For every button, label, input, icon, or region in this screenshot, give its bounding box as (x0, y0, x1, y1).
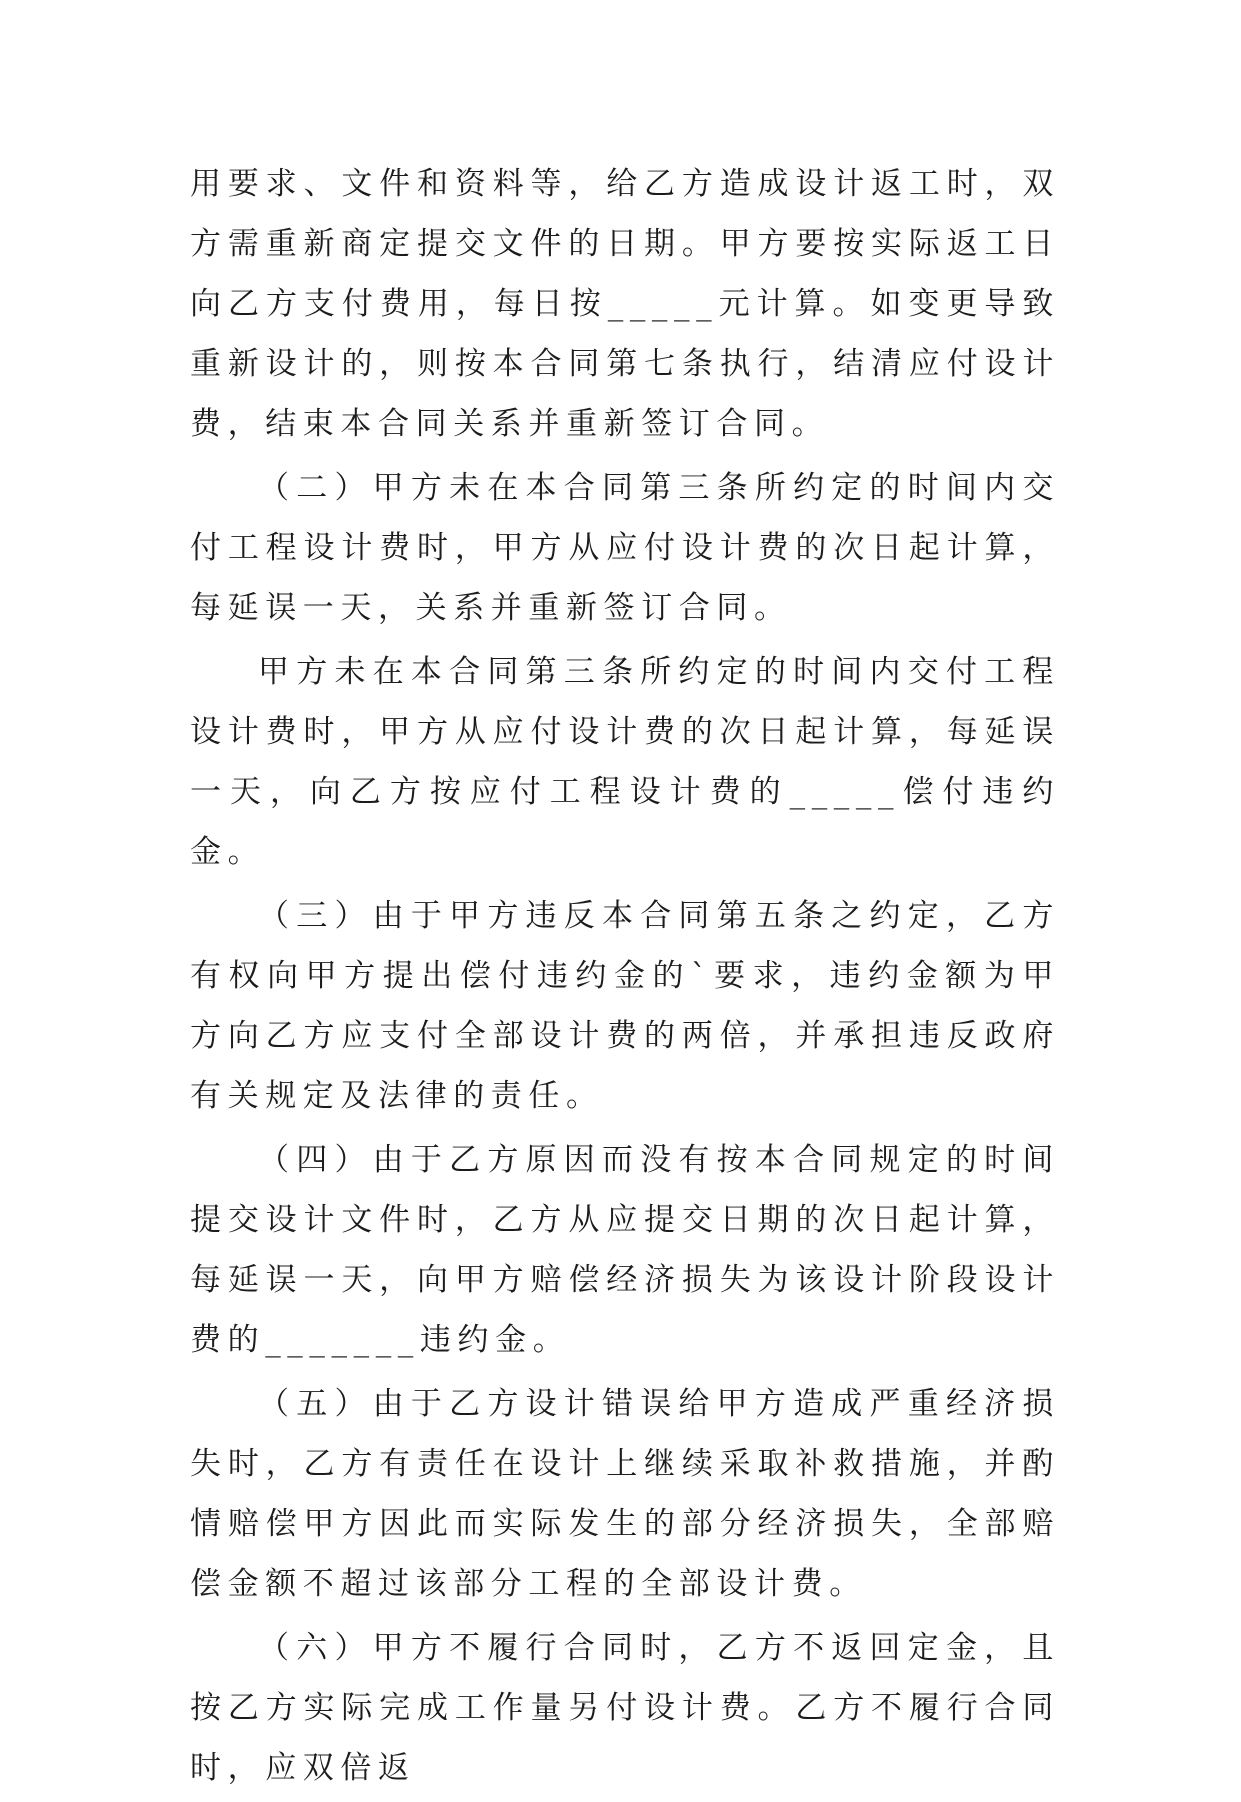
paragraph-2: （二）甲方未在本合同第三条所约定的时间内交付工程设计费时，甲方从应付设计费的次日起计算，每延误一天，关系并重新签订合同。 (190, 470, 1060, 626)
paragraph-4: （三）由于甲方违反本合同第五条之约定，乙方有权向甲方提出偿付违约金的`要求，违约金额为甲方向乙方应支付全部设计费的两倍，并承担违反政府有关规定及法律的责任。 (190, 898, 1060, 1114)
paragraph-7: （六）甲方不履行合同时，乙方不返回定金，且按乙方实际完成工作量另付设计费。乙方不履行合同时，应双倍返 (190, 1630, 1060, 1786)
paragraph-6: （五）由于乙方设计错误给甲方造成严重经济损失时，乙方有责任在设计上继续采取补救措施，并酌情赔偿甲方因此而实际发生的部分经济损失，全部赔偿金额不超过该部分工程的全部设计费。 (190, 1386, 1060, 1602)
document-page (190, 154, 1060, 1802)
paragraph-3: 甲方未在本合同第三条所约定的时间内交付工程设计费时，甲方从应付设计费的次日起计算，每延误一天，向乙方按应付工程设计费的_____偿付违约金。 (190, 654, 1060, 870)
paragraph-1: 用要求、文件和资料等，给乙方造成设计返工时，双方需重新商定提交文件的日期。甲方要按实际返工日向乙方支付费用，每日按_____元计算。如变更导致重新设计的，则按本合同第七条执行，结清应付设计费，结束本合同关系并重新签订合同。 (190, 166, 1060, 442)
paragraph-5: （四）由于乙方原因而没有按本合同规定的时间提交设计文件时，乙方从应提交日期的次日起计算，每延误一天，向甲方赔偿经济损失为该设计阶段设计费的_______违约金。 (190, 1142, 1060, 1358)
